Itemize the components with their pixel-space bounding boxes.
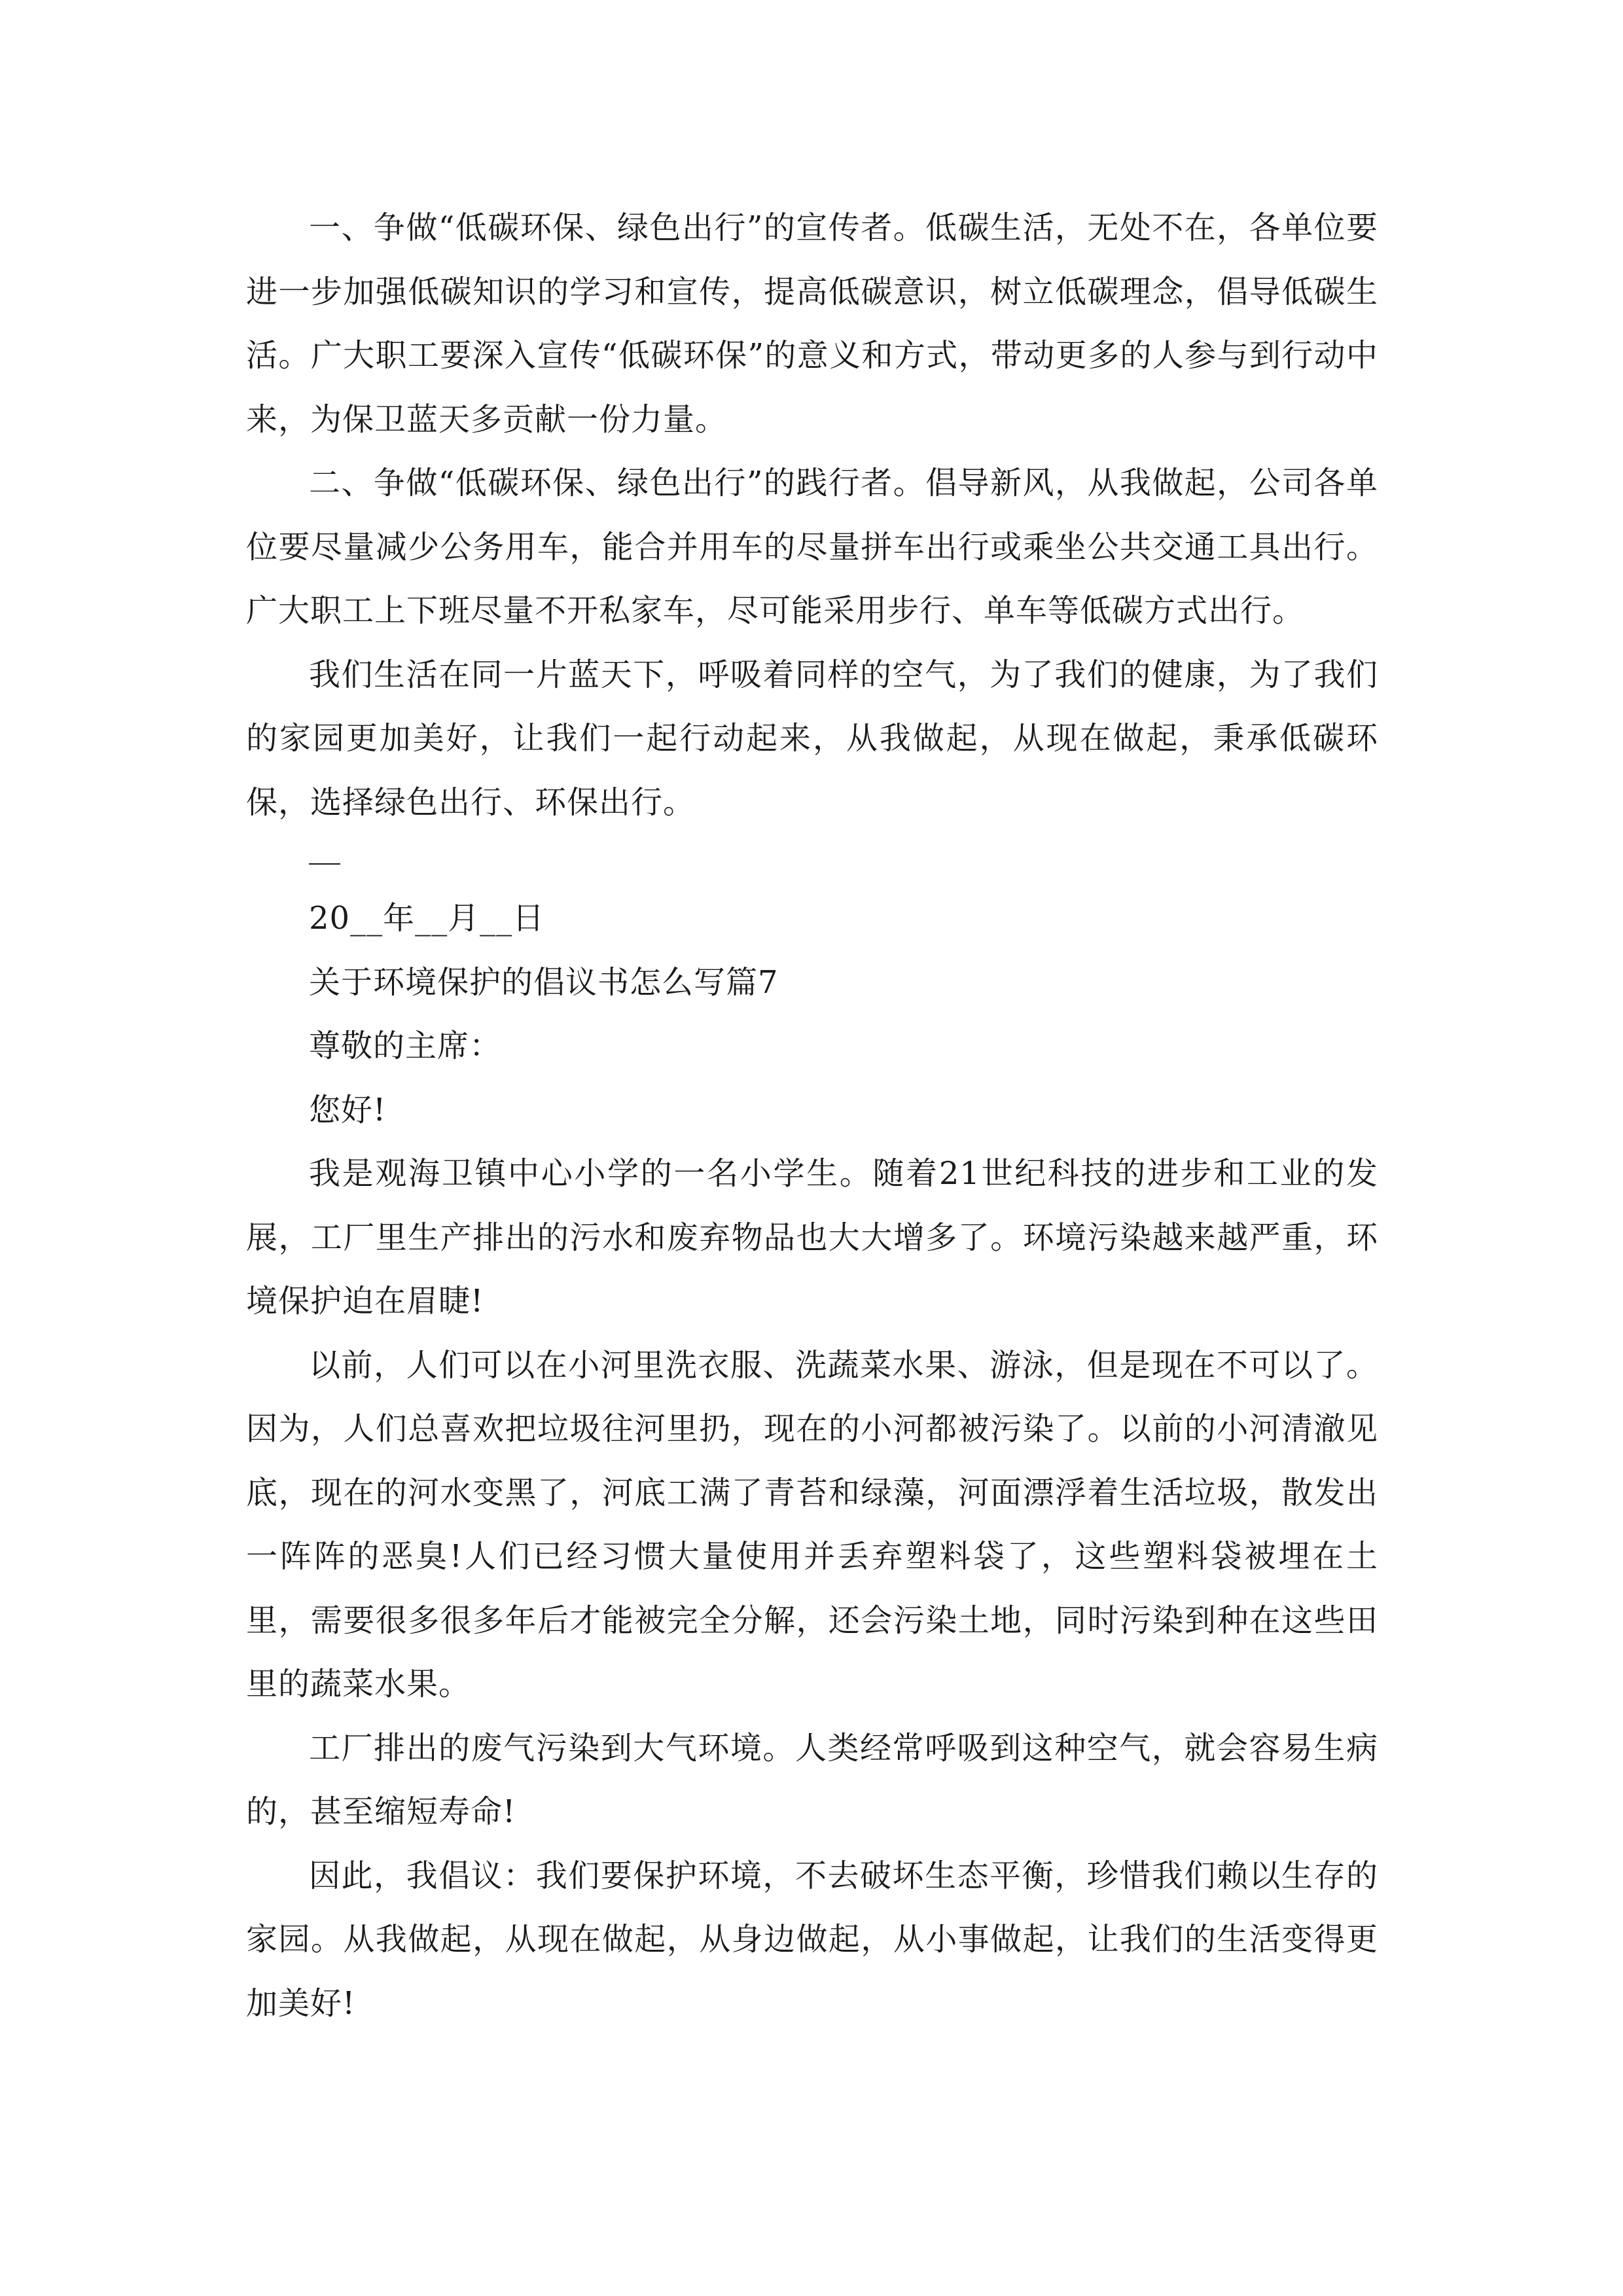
paragraph-call-to-action: 我们生活在同一片蓝天下，呼吸着同样的空气，为了我们的健康，为了我们的家园更加美好，让我们一起行动起来，从我做起，从现在做起，秉承低碳环保，选择绿色出行、环保出行。 xyxy=(246,656,1378,821)
paragraph-air-pollution: 工厂排出的废气污染到大气环境。人类经常呼吸到这种空气，就会容易生病的，甚至缩短寿命! xyxy=(246,1729,1378,1830)
paragraph-proposal: 因此，我倡议：我们要保护环境，不去破坏生态平衡，珍惜我们赖以生存的家园。从我做起，从现在做起，从身边做起，从小事做起，让我们的生活变得更加美好! xyxy=(246,1857,1378,2022)
paragraph-introduction: 我是观海卫镇中心小学的一名小学生。随着21世纪科技的进步和工业的发展，工厂里生产排出的污水和废弃物品也大大增多了。环境污染越来越严重，环境保护迫在眉睫! xyxy=(246,1155,1378,1319)
section-title: 关于环境保护的倡议书怎么写篇7 xyxy=(309,963,779,1001)
paragraph-practice: 二、争做“低碳环保、绿色出行”的践行者。倡导新风，从我做起，公司各单位要尽量减少公务用车，能合并用车的尽量拼车出行或乘坐公共交通工具出行。广大职工上下班尽量不开私家车，尽可能采用步行、单车等低碳方式出行。 xyxy=(246,465,1378,629)
document-body xyxy=(246,196,1378,2036)
date-line: 20__年__月__日 xyxy=(309,900,545,937)
signature-dash xyxy=(246,834,1378,887)
paragraph-river-pollution: 以前，人们可以在小河里洗衣服、洗蔬菜水果、游泳，但是现在不可以了。因为，人们总喜欢把垃圾往河里扔，现在的小河都被污染了。以前的小河清澈见底，现在的河水变黑了，河底工满了青苔和绿藻，河面漂浮着生活垃圾，散发出一阵阵的恶臭!人们已经习惯大量使用并丢弃塑料袋了，这些塑料袋被埋在土里，需要很多很多年后才能被完全分解，还会污染土地，同时污染到种在这些田里的蔬菜水果。 xyxy=(246,1346,1378,1702)
signature-dash-mark xyxy=(309,863,340,865)
greeting: 您好! xyxy=(309,1091,387,1128)
salutation: 尊敬的主席： xyxy=(309,1028,502,1064)
paragraph-propaganda: 一、争做“低碳环保、绿色出行”的宣传者。低碳生活，无处不在，各单位要进一步加强低碳知识的学习和宣传，提高低碳意识，树立低碳理念，倡导低碳生活。广大职工要深入宣传“低碳环保”的意义和方式，带动更多的人参与到行动中来，为保卫蓝天多贡献一份力量。 xyxy=(246,209,1378,438)
